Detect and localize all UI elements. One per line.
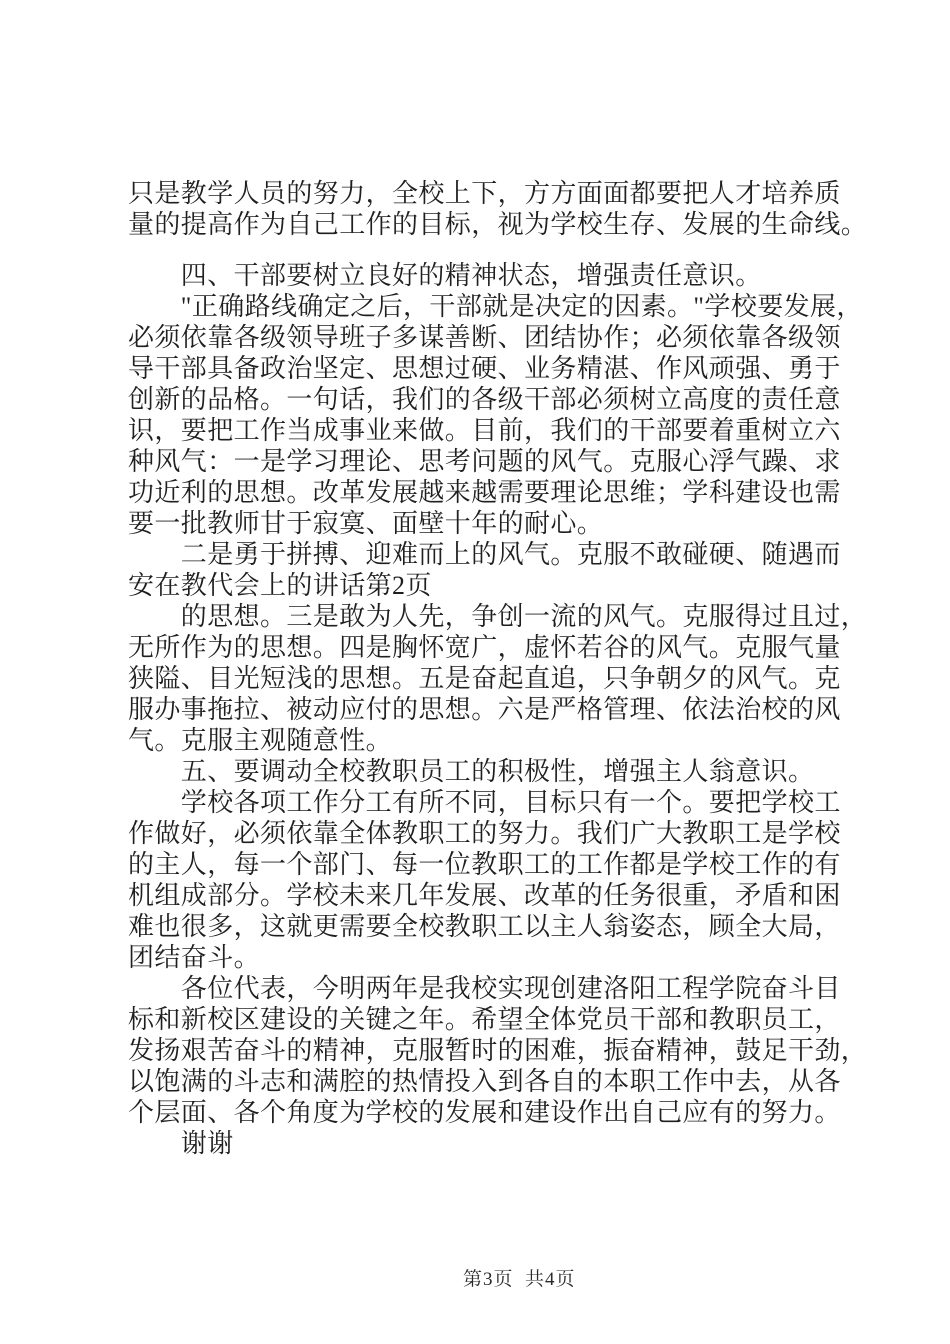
page-footer	[440, 1242, 576, 1313]
text-line: 必须依靠各级领导班子多谋善断、团结协作；必须依靠各级领	[128, 323, 841, 352]
text-line: 的主人，每一个部门、每一位教职工的工作都是学校工作的有	[128, 850, 841, 879]
text-line: 的思想。三是敢为人先，争创一流的风气。克服得过且过，	[128, 602, 868, 631]
page-number: 第3页 共4页	[463, 1269, 576, 1290]
text-line: 标和新校区建设的关键之年。希望全体党员干部和教职员工，	[128, 1005, 841, 1034]
text-line: 种风气：一是学习理论、思考问题的风气。克服心浮气躁、求	[128, 447, 841, 476]
text-line: 谢谢	[128, 1129, 234, 1158]
text-line: 创新的品格。一句话，我们的各级干部必须树立高度的责任意	[128, 385, 841, 414]
text-line: 难也很多，这就更需要全校教职工以主人翁姿态，顾全大局，	[128, 912, 841, 941]
text-line	[128, 240, 858, 260]
text-line: 五、要调动全校教职员工的积极性，增强主人翁意识。	[128, 757, 815, 786]
text-line: 发扬艰苦奋斗的精神，克服暂时的困难，振奋精神，鼓足干劲，	[128, 1036, 868, 1065]
text-line: 二是勇于拼搏、迎难而上的风气。克服不敢碰硬、随遇而	[128, 540, 841, 569]
text-line: 导干部具备政治坚定、思想过硬、业务精湛、作风顽强、勇于	[128, 354, 841, 383]
text-line: 作做好，必须依靠全体教职工的努力。我们广大教职工是学校	[128, 819, 841, 848]
text-line: 团结奋斗。	[128, 943, 261, 972]
text-line: 狭隘、目光短浅的思想。五是奋起直追，只争朝夕的风气。克	[128, 664, 841, 693]
text-line: 要一批教师甘于寂寞、面壁十年的耐心。	[128, 509, 604, 538]
text-line: 安在教代会上的讲话第2页	[128, 571, 432, 600]
text-line: 四、干部要树立良好的精神状态，增强责任意识。	[128, 261, 762, 290]
text-line: 个层面、各个角度为学校的发展和建设作出自己应有的努力。	[128, 1098, 841, 1127]
text-line: 以饱满的斗志和满腔的热情投入到各自的本职工作中去，从各	[128, 1067, 841, 1096]
text-line: 气。克服主观随意性。	[128, 726, 393, 755]
text-line: 无所作为的思想。四是胸怀宽广，虚怀若谷的风气。克服气量	[128, 633, 841, 662]
text-line: 量的提高作为自己工作的目标，视为学校生存、发展的生命线。	[128, 210, 868, 239]
document-body	[128, 178, 868, 1159]
text-line: 学校各项工作分工有所不同，目标只有一个。要把学校工	[128, 788, 841, 817]
text-line: 只是教学人员的努力，全校上下，方方面面都要把人才培养质	[128, 179, 841, 208]
text-line: 各位代表，今明两年是我校实现创建洛阳工程学院奋斗目	[128, 974, 841, 1003]
text-line: 服办事拖拉、被动应付的思想。六是严格管理、依法治校的风	[128, 695, 841, 724]
text-line: 功近利的思想。改革发展越来越需要理论思维；学科建设也需	[128, 478, 841, 507]
text-line: 机组成部分。学校未来几年发展、改革的任务很重，矛盾和困	[128, 881, 841, 910]
text-line: "正确路线确定之后，干部就是决定的因素。"学校要发展，	[128, 292, 863, 321]
text-line: 识，要把工作当成事业来做。目前，我们的干部要着重树立六	[128, 416, 841, 445]
